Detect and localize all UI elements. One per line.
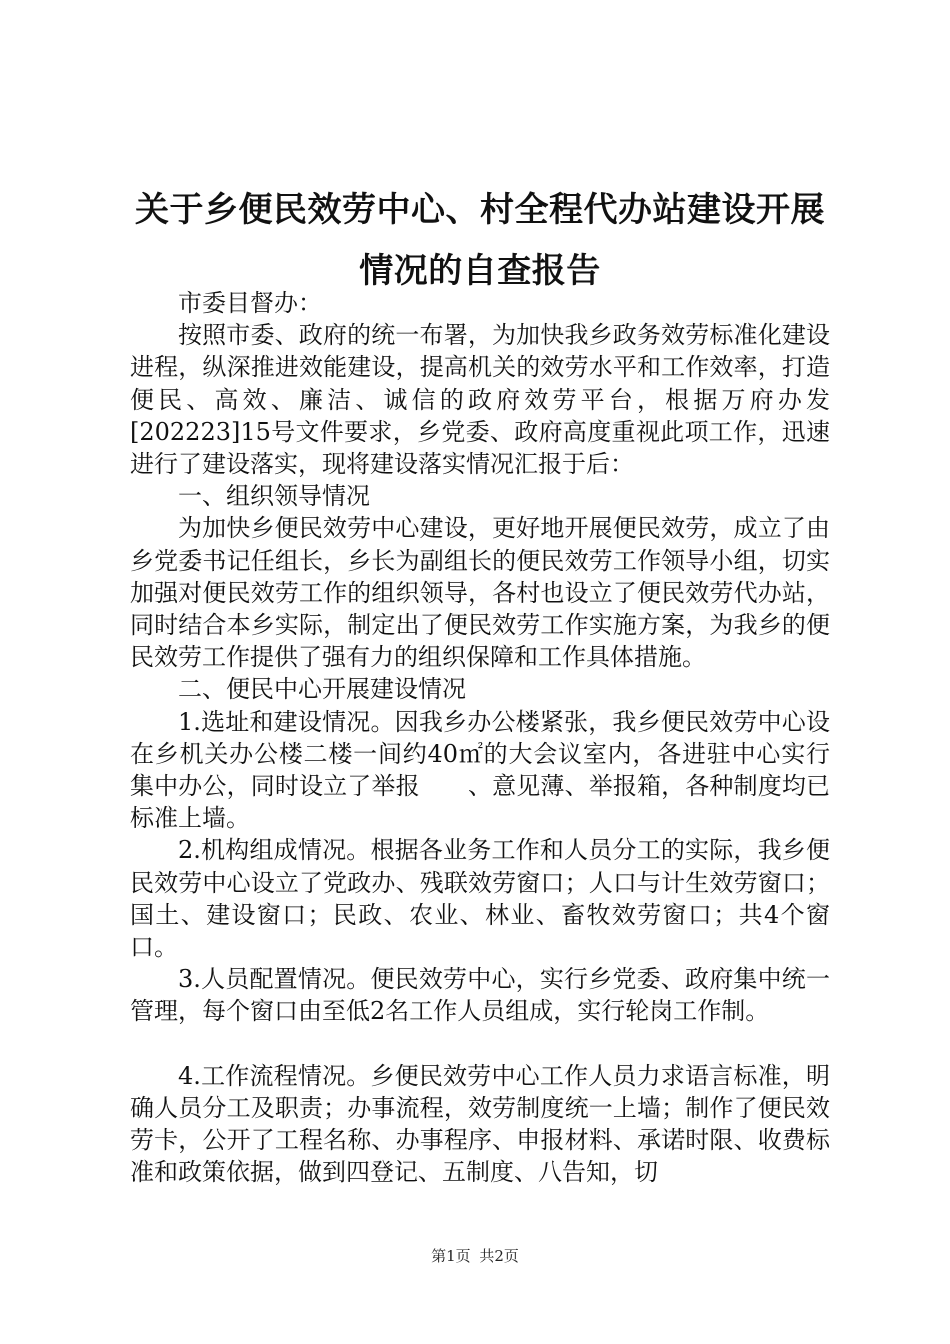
document-title-line-2: 情况的自查报告 (359, 251, 601, 291)
paragraph-item-2: 2.机构组成情况。根据各业务工作和人员分工的实际，我乡便民效劳中心设立了党政办、残联效劳窗口；人口与计生效劳窗口；国土、建设窗口；民政、农业、林业、畜牧效劳窗口；共4个窗口。 (130, 836, 830, 962)
page-footer (0, 1245, 950, 1266)
paragraph-spacer (130, 1028, 830, 1060)
paragraph-intro: 按照市委、政府的统一布署，为加快我乡政务效劳标准化建设进程，纵深推进效能建设，提高机关的效劳水平和工作效率，打造便民、高效、廉洁、诚信的政府效劳平台，根据万府办发[202223]15号文件要求，乡党委、政府高度重视此项工作，迅速进行了建设落实，现将建设落实情况汇报于后： (130, 321, 830, 479)
document-title-line-1: 关于乡便民效劳中心、村全程代办站建设开展 (135, 190, 825, 230)
paragraph-section-1: 为加快乡便民效劳中心建设，更好地开展便民效劳，成立了由乡党委书记任组长，乡长为副组长的便民效劳工作领导小组，切实加强对便民效劳工作的组织领导，各村也设立了便民效劳代办站，同时结合本乡实际，制定出了便民效劳工作实施方案，为我乡的便民效劳工作提供了强有力的组织保障和工作具体措施。 (130, 514, 830, 672)
section-heading-1: 一、组织领导情况 (178, 482, 370, 511)
salutation: 市委目督办： (178, 289, 322, 317)
page-number: 第1页 (431, 1247, 471, 1265)
section-heading-2: 二、便民中心开展建设情况 (178, 675, 466, 704)
document-body (130, 287, 830, 1188)
paragraph-item-3: 3.人员配置情况。便民效劳中心，实行乡党委、政府集中统一管理，每个窗口由至低2名工作人员组成，实行轮岗工作制。 (130, 965, 830, 1026)
paragraph-item-4: 4.工作流程情况。乡便民效劳中心工作人员力求语言标准，明确人员分工及职责；办事流程，效劳制度统一上墙；制作了便民效劳卡，公开了工程名称、办事程序、申报材料、承诺时限、收费标准和政策依据，做到四登记、五制度、八告知，切 (130, 1061, 830, 1187)
paragraph-item-1: 1.选址和建设情况。因我乡办公楼紧张，我乡便民效劳中心设在乡机关办公楼二楼一间约40㎡的大会议室内，各进驻中心实行集中办公，同时设立了举报 、意见薄、举报箱，各种制度均已标准上墙。 (130, 707, 830, 833)
page-total: 共2页 (479, 1247, 519, 1265)
